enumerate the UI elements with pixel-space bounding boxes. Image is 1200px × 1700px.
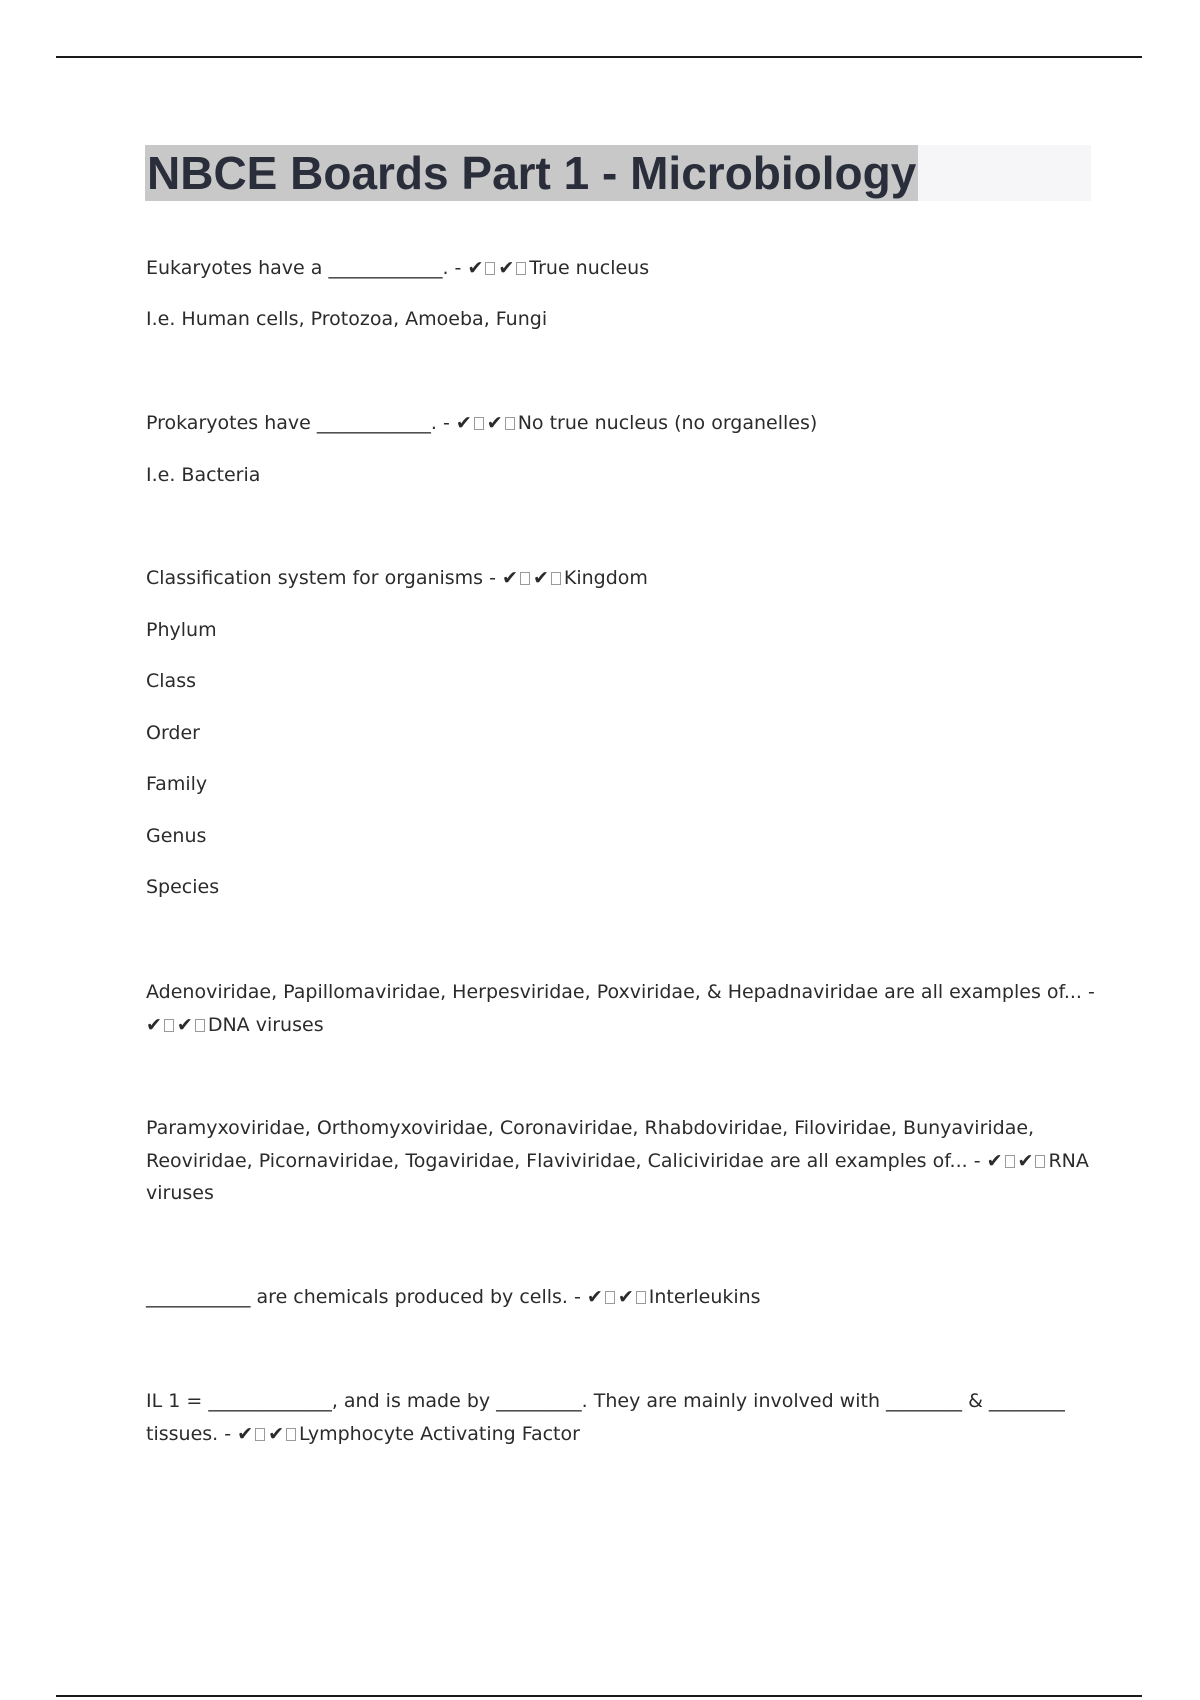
missing-glyph-icon — [636, 1291, 646, 1304]
missing-glyph-icon — [485, 262, 495, 275]
answer-text: True nucleus — [529, 257, 650, 279]
check-icon: ✔ — [532, 567, 549, 589]
top-rule — [56, 56, 1142, 58]
check-icon: ✔ — [237, 1422, 254, 1445]
answer-text: Kingdom — [563, 567, 648, 589]
check-icon: ✔ — [986, 1149, 1003, 1172]
check-icon: ✔ — [1017, 1149, 1034, 1172]
question-text: Paramyxoviridae, Orthomyxoviridae, Coronaviridae, Rhabdoviridae, Filoviridae, Bunyaviridae, Reoviridae, Picornaviridae, Togaviridae, Flaviviridae, Caliciviridae are all examples of... - — [146, 1117, 1035, 1172]
check-icon: ✔ — [455, 412, 472, 434]
check-icon: ✔ — [617, 1286, 634, 1308]
rank-genus: Genus — [146, 825, 207, 847]
answer-text: Interleukins — [648, 1286, 761, 1308]
missing-glyph-icon — [516, 262, 526, 275]
check-icon: ✔ — [486, 412, 503, 434]
answer-text: RNA viruses — [146, 1149, 1089, 1204]
qa-classification — [146, 562, 648, 594]
answer-text: DNA viruses — [207, 1013, 324, 1036]
check-icon: ✔ — [268, 1422, 284, 1445]
question-text: Adenoviridae, Papillomaviridae, Herpesviridae, Poxviridae, & Hepadnaviridae are all examples of... - — [146, 981, 1095, 1003]
question-text: Classification system for organisms - — [146, 567, 503, 589]
rank-phylum: Phylum — [146, 619, 217, 641]
rank-class: Class — [146, 670, 196, 692]
qa-interleukins — [146, 1281, 761, 1313]
missing-glyph-icon — [195, 1019, 205, 1032]
qa-rna-viruses — [146, 1112, 1096, 1210]
missing-glyph-icon — [255, 1428, 265, 1441]
check-icon: ✔ — [586, 1286, 603, 1308]
check-icon: ✔ — [146, 1013, 162, 1036]
qa-eukaryotes — [146, 252, 649, 284]
check-icon: ✔ — [176, 1013, 193, 1036]
document-title: NBCE Boards Part 1 - Microbiology — [147, 147, 917, 199]
missing-glyph-icon — [474, 417, 484, 430]
missing-glyph-icon — [164, 1019, 174, 1032]
missing-glyph-icon — [286, 1428, 296, 1441]
qa-dna-viruses — [146, 976, 1096, 1041]
missing-glyph-icon — [1005, 1155, 1015, 1168]
rank-order: Order — [146, 722, 200, 744]
answer-text: Lymphocyte Activating Factor — [298, 1422, 580, 1445]
answer-text: No true nucleus (no organelles) — [517, 412, 818, 434]
missing-glyph-icon — [505, 417, 515, 430]
question-text: IL 1 = _____________, and is made by _________. They are mainly involved with ________ & ________ tissues. - — [146, 1390, 1065, 1445]
bottom-rule — [56, 1695, 1142, 1697]
question-text: Eukaryotes have a ____________. - — [146, 257, 468, 279]
question-text: ___________ are chemicals produced by cells. - — [146, 1286, 587, 1308]
detail-eukaryotes: I.e. Human cells, Protozoa, Amoeba, Fungi — [146, 308, 548, 330]
qa-prokaryotes — [146, 407, 817, 439]
detail-prokaryotes: I.e. Bacteria — [146, 464, 261, 486]
rank-species: Species — [146, 876, 220, 898]
missing-glyph-icon — [520, 572, 530, 585]
rank-family: Family — [146, 773, 208, 795]
check-icon: ✔ — [498, 257, 515, 279]
missing-glyph-icon — [551, 572, 561, 585]
missing-glyph-icon — [1035, 1155, 1045, 1168]
qa-il1 — [146, 1385, 1096, 1450]
missing-glyph-icon — [605, 1291, 615, 1304]
check-icon: ✔ — [502, 567, 518, 589]
question-text: Prokaryotes have ____________. - — [146, 412, 456, 434]
check-icon: ✔ — [467, 257, 484, 279]
